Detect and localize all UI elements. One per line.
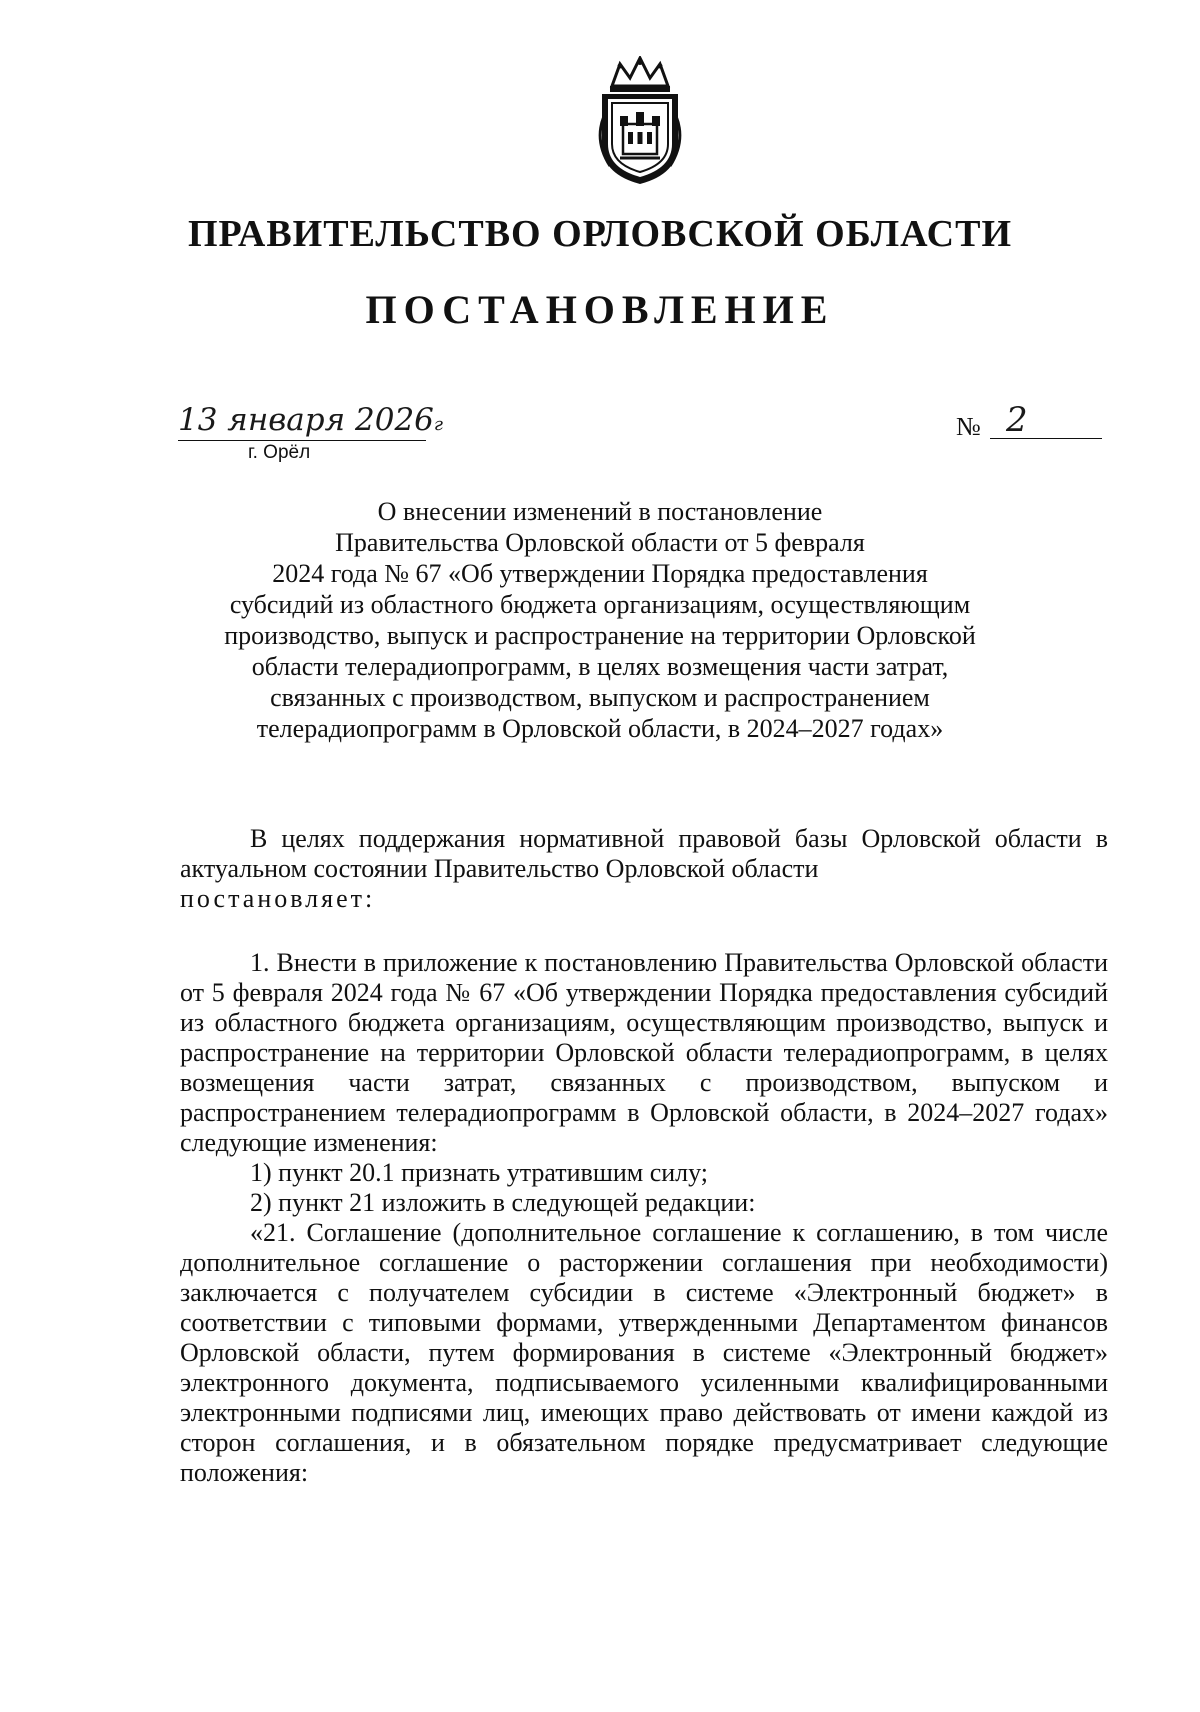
subject-line: Правительства Орловской области от 5 февраля bbox=[335, 528, 865, 557]
subject-line: телерадиопрограмм в Орловской области, в 2024–2027 годах» bbox=[256, 714, 944, 743]
subitem-2: 2) пункт 21 изложить в следующей редакции: bbox=[250, 1188, 756, 1217]
subject-line: области телерадиопрограмм, в целях возмещения части затрат, bbox=[251, 652, 949, 681]
number-underline bbox=[990, 438, 1102, 439]
number-label: № bbox=[956, 412, 981, 441]
preamble-paragraph: В целях поддержания нормативной правовой базы Орловской области в актуальном состоянии Правительство Орловской области bbox=[180, 824, 1108, 883]
resolves-word: постановляет: bbox=[180, 884, 376, 913]
document-body bbox=[180, 824, 1108, 1488]
clause-21-paragraph: «21. Соглашение (дополнительное соглашение к соглашению, в том числе дополнительное соглашение о расторжении соглашения при необходимости) заключается с получателем субсидии в системе «Электронный бюджет» в соответствии с типовыми формами, утвержденными Департаментом финансов Орловской области, путем формирования в системе «Электронный бюджет» электронного документа, подписываемого усиленными квалифицированными электронными подписями лиц, имеющих право действовать от имени каждой из сторон соглашения, и в обязательном порядке предусматривает следующие положения: bbox=[180, 1218, 1108, 1487]
subitem-1: 1) пункт 20.1 признать утратившим силу; bbox=[250, 1158, 709, 1187]
document-number: 2 bbox=[1006, 400, 1028, 440]
document-date bbox=[178, 400, 443, 445]
orel-oblast-coat-of-arms-icon bbox=[590, 56, 690, 186]
subject-line: субсидий из областного бюджета организациям, осуществляющим bbox=[229, 590, 971, 619]
item-1-paragraph: 1. Внести в приложение к постановлению Правительства Орловской области от 5 февраля 2024 года № 67 «Об утверждении Порядка предоставления субсидий из областного бюджета организациям, осуществляющим производство, выпуск и распространение на территории Орловской области телерадиопрограмм, в целях возмещения части затрат, связанных с производством, выпуском и распространением телерадиопрограмм в Орловской области, в 2024–2027 годах» следующие изменения: bbox=[180, 948, 1108, 1157]
date-suffix: г bbox=[433, 414, 443, 435]
subject-line: связанных с производством, выпуском и распространением bbox=[270, 683, 930, 712]
subject-line: О внесении изменений в постановление bbox=[377, 497, 823, 526]
document-type-title: ПОСТАНОВЛЕНИЕ bbox=[365, 287, 835, 332]
document-subject bbox=[200, 496, 1000, 744]
organization-title: ПРАВИТЕЛЬСТВО ОРЛОВСКОЙ ОБЛАСТИ bbox=[187, 213, 1013, 255]
city-label: г. Орёл bbox=[248, 442, 311, 463]
subject-line: 2024 года № 67 «Об утверждении Порядка предоставления bbox=[272, 559, 928, 588]
subject-line: производство, выпуск и распространение на территории Орловской bbox=[224, 621, 976, 650]
date-handwritten: 13 января 2026 bbox=[178, 402, 434, 438]
date-underline bbox=[178, 440, 426, 441]
